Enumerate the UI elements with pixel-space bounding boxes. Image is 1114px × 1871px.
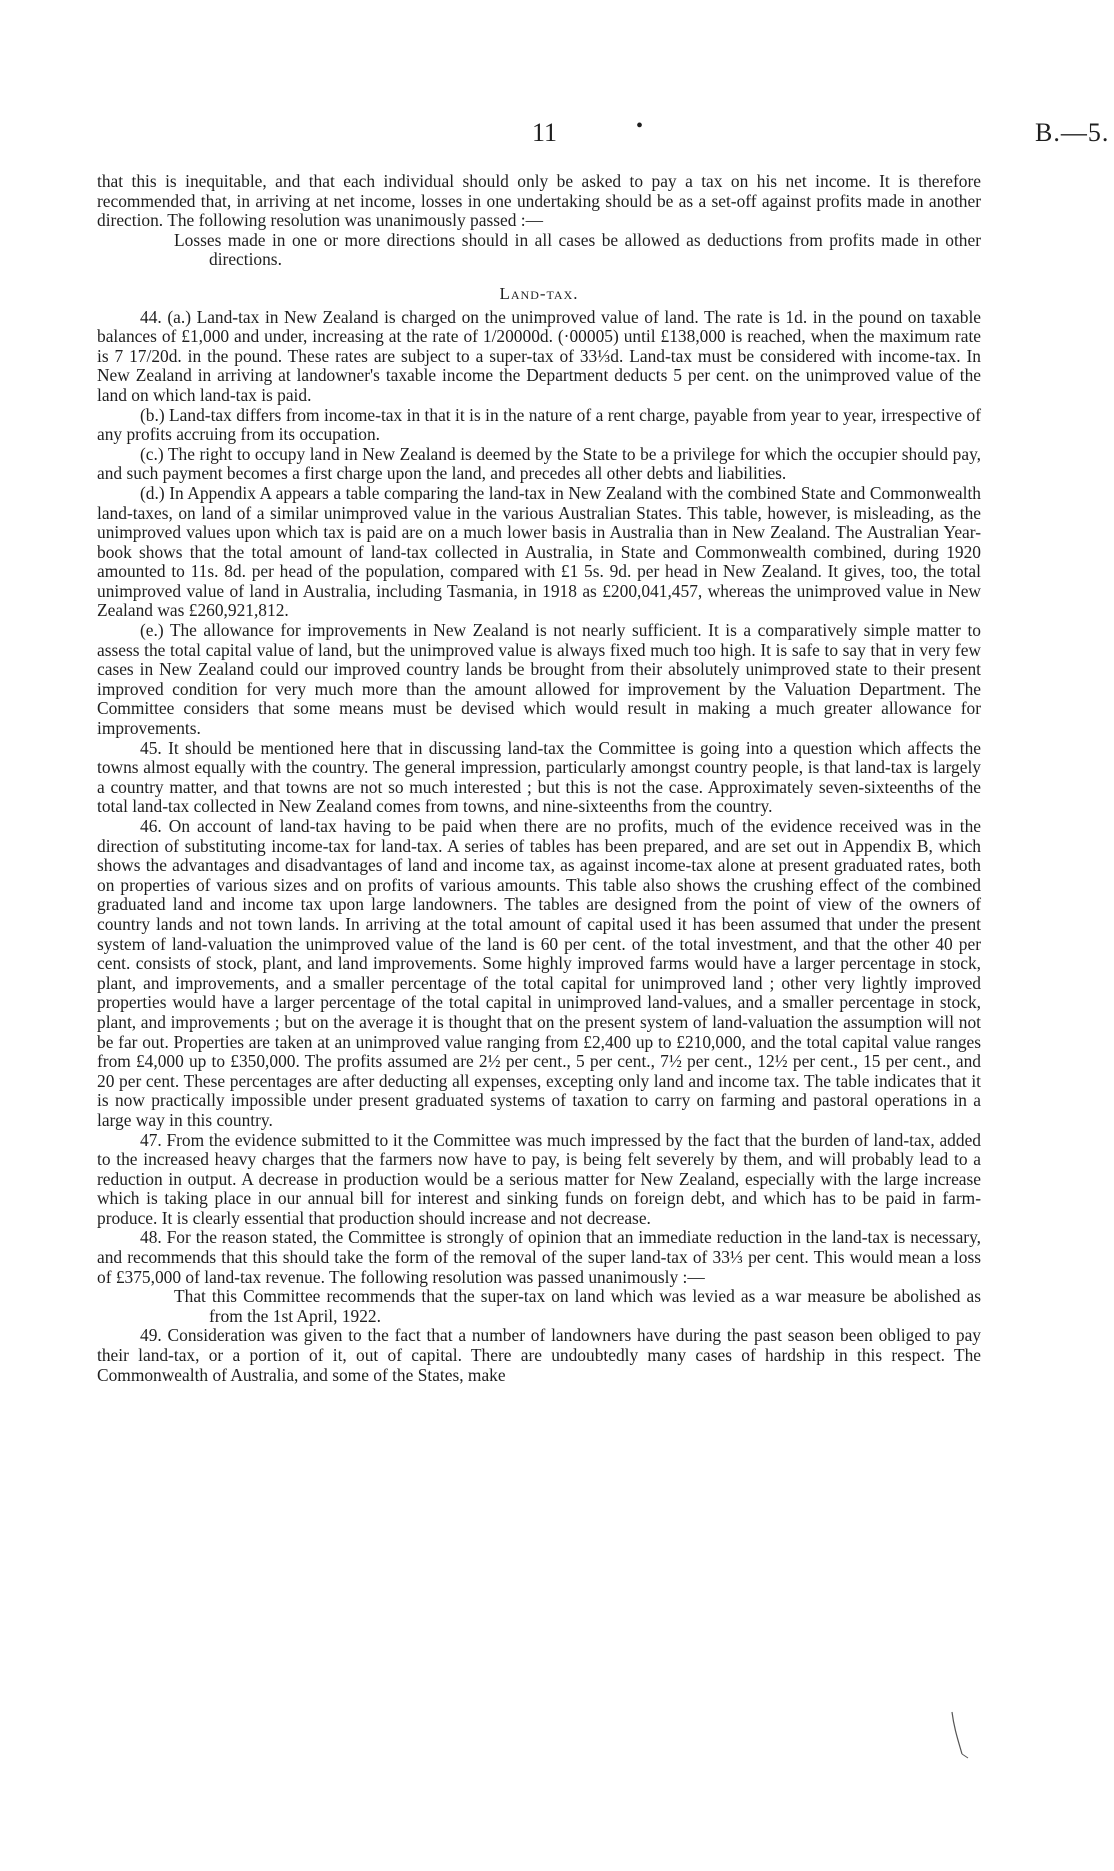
paragraph-intro: that this is inequitable, and that each individual should only be asked to pay a tax on his net income. It is therefore recommended that, in arriving at net income, losses in one undertaking should be as a set-off against profits made in another direction. The following resolution was unanimously passed :— — [97, 171, 981, 231]
resolution-super-tax: That this Committee recommends that the super-tax on land which was levied as a war measure be abolished as from the 1st April, 1922. — [174, 1286, 981, 1326]
paragraph-44d: (d.) In Appendix A appears a table comparing the land-tax in New Zealand with the combined State and Commonwealth land-taxes, on land of a similar unimproved value in the various Australian States. This table, however, is misleading, as the unimproved values upon which tax is paid are on a much lower basis in Australia than in New Zealand. The Australian Year-book shows that the total amount of land-tax collected in Australia, in State and Commonwealth combined, during 1920 amounted to 11s. 8d. per head of the population, compared with £1 5s. 9d. per head in New Zealand. It gives, too, the total unimproved value of land in Australia, including Tasmania, in 1918 as £200,041,457, whereas the unimproved value in New Zealand was £260,921,812. — [97, 482, 981, 621]
paragraph-44a: 44. (a.) Land-tax in New Zealand is charged on the unimproved value of land. The rate is 1d. in the pound on taxable balances of £1,000 and under, increasing at the rate of 1/20000d. (·00005) until £138,000 is reached, when the maximum rate is 7 17/20d. in the pound. These rates are subject to a super-tax of 33⅓d. Land-tax must be considered with income-tax. In New Zealand in arriving at landowner's taxable income the Department deducts 5 per cent. on the unimproved value of the land on which land-tax is paid. — [97, 306, 981, 405]
body-text — [97, 172, 981, 1385]
page-number: 11 — [532, 118, 558, 147]
paragraph-45: 45. It should be mentioned here that in discussing land-tax the Committee is going into a question which affects the towns almost equally with the country. The general impression, particularly amongst country people, is that land-tax is largely a country matter, and that towns are not so much interested ; but this is not the case. Approximately seven-sixteenths of the total land-tax collected in New Zealand comes from towns, and nine-sixteenths from the country. — [97, 737, 981, 817]
paragraph-47: 47. From the evidence submitted to it the Committee was much impressed by the fact that the burden of land-tax, added to the increased heavy charges that the farmers now have to pay, is being felt severely by them, and will probably lead to a reduction in output. A decrease in production would be a serious matter for New Zealand, especially with the large increase which is taking place in our annual bill for interest and sinking funds on foreign debt, and which has to be paid in farm-produce. It is clearly essential that production should increase and not decrease. — [97, 1129, 981, 1228]
resolution-losses: Losses made in one or more directions should in all cases be allowed as deductions from profits made in other directions. — [174, 229, 981, 270]
document-reference: B.—5. — [1035, 118, 1110, 147]
paragraph-48: 48. For the reason stated, the Committee is strongly of opinion that an immediate reduction in the land-tax is necessary, and recommends that this should take the form of the removal of the super land-tax of 33⅓ per cent. This would mean a loss of £375,000 of land-tax revenue. The following resolution was passed unanimously :— — [97, 1227, 981, 1287]
paragraph-46: 46. On account of land-tax having to be paid when there are no profits, much of the evidence received was in the direction of substituting income-tax for land-tax. A series of tables has been prepared, and are set out in Appendix B, which shows the advantages and disadvantages of land and income tax, as against income-tax alone at present graduated rates, both on properties of various sizes and on profits of various amounts. This table also shows the crushing effect of the combined graduated land and income tax upon large landowners. The tables are designed from the point of view of the owners of country lands and not town lands. In arriving at the total amount of capital used it has been assumed that under the present system of land-valuation the unimproved value of the land is 60 per cent. of the total investment, and that the other 40 per cent. consists of stock, plant, and land improvements. Some highly improved farms would have a larger percentage in stock, plant, and improvements, and a smaller percentage of the total capital for unimproved land ; other very lightly improved properties would have a larger percentage of the total capital in unimproved land-values, and a smaller percentage in stock, plant, and improvements ; but on the average it is thought that on the present system of land-valuation the assumption will not be far out. Properties are taken at an unimproved value ranging from £2,400 up to £210,000, and the total capital value ranges from £4,000 up to £350,000. The profits assumed are 2½ per cent., 5 per cent., 7½ per cent., 12½ per cent., 15 per cent., and 20 per cent. These percentages are after deducting all expenses, excepting only land and income tax. The table indicates that it is now practically impossible under present graduated systems of taxation to carry on farming and pastoral operations in a large way in this country. — [97, 816, 981, 1130]
paragraph-49: 49. Consideration was given to the fact that a number of landowners have during the past season been obliged to pay their land-tax, or a portion of it, out of capital. There are undoubtedly many cases of hardship in this respect. The Commonwealth of Australia, and some of the States, make — [97, 1325, 981, 1385]
page-header — [0, 115, 1114, 158]
paragraph-44b: (b.) Land-tax differs from income-tax in that it is in the nature of a rent charge, payable from year to year, irrespective of any profits accruing from its occupation. — [97, 404, 981, 445]
pen-mark — [948, 1710, 988, 1760]
section-heading-land-tax: Land-tax. — [499, 283, 579, 303]
header-dot: • — [636, 115, 644, 137]
paragraph-44c: (c.) The right to occupy land in New Zealand is deemed by the State to be a privilege for which the occupier should pay, and such payment becomes a first charge upon the land, and precedes all other debts and liabilities. — [97, 443, 981, 484]
paragraph-44e: (e.) The allowance for improvements in New Zealand is not nearly sufficient. It is a comparatively simple matter to assess the total capital value of land, but the unimproved value is always fixed much too high. It is safe to say that in very few cases in New Zealand could our improved country lands be brought from their absolutely unimproved state to their present improved condition for very much more than the amount allowed for improvement by the Valuation Department. The Committee considers that some means must be devised which would result in making a much greater allowance for improvements. — [97, 620, 981, 739]
